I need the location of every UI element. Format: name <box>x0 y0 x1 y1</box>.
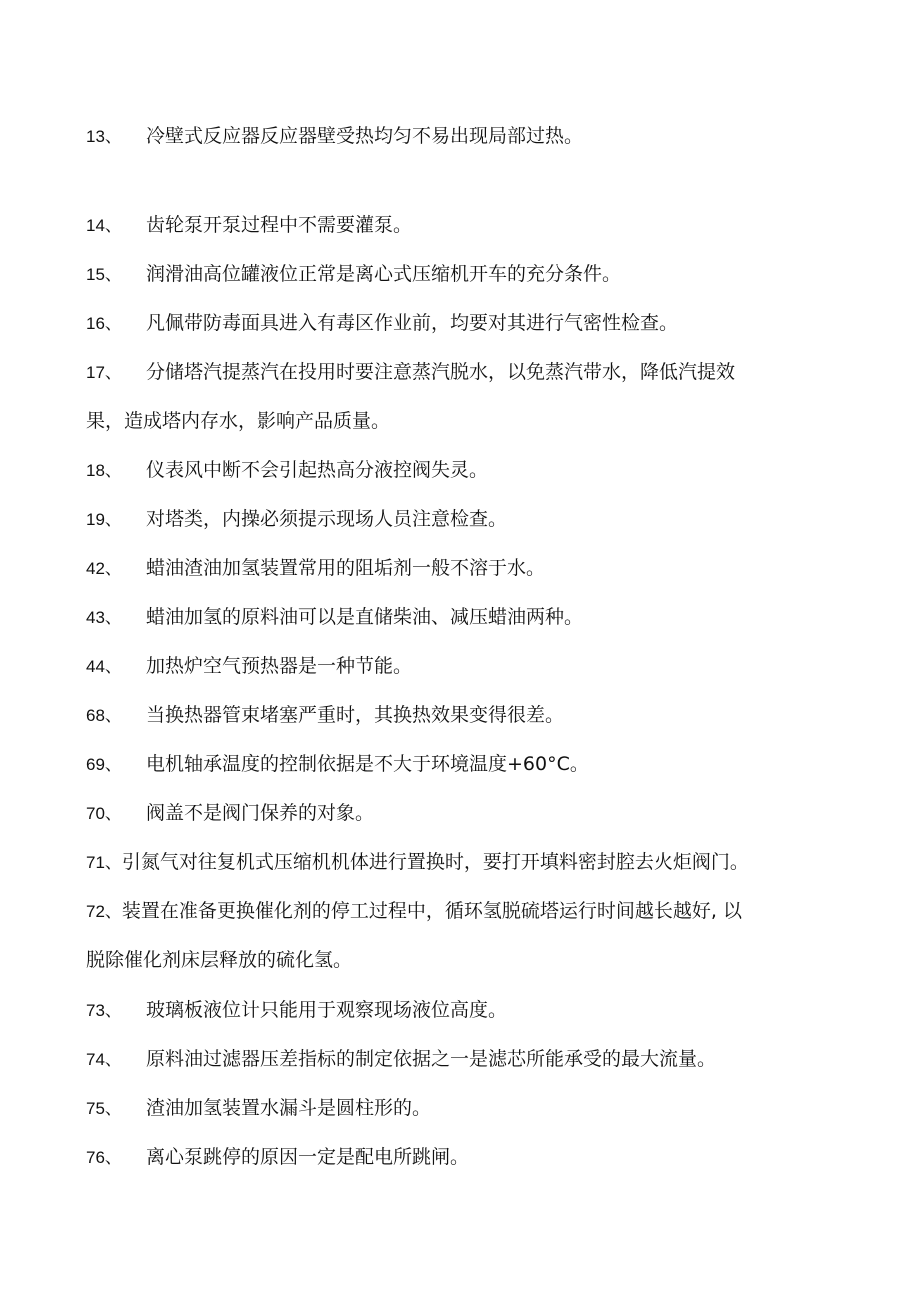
question-44 <box>86 642 846 691</box>
question-text: 装置在准备更换催化剂的停工过程中，循环氢脱硫塔运行时间越长越好, 以 <box>121 900 743 922</box>
question-13 <box>86 112 846 161</box>
question-text-continuation: 果，造成塔内存水，影响产品质量。 <box>86 410 391 432</box>
question-text: 蜡油渣油加氢装置常用的阻垢剂一般不溶于水。 <box>146 557 546 579</box>
question-number: 15、 <box>86 265 122 284</box>
question-43 <box>86 593 846 642</box>
question-text: 加热炉空气预热器是一种节能。 <box>146 655 413 677</box>
question-number: 43、 <box>86 608 122 627</box>
question-number: 17、 <box>86 363 122 382</box>
question-number: 42、 <box>86 559 122 578</box>
question-73 <box>86 986 846 1035</box>
question-number: 14、 <box>86 216 122 235</box>
question-text: 引氮气对往复机式压缩机机体进行置换时，要打开填料密封腔去火炬阀门。 <box>121 851 749 873</box>
question-text: 玻璃板液位计只能用于观察现场液位高度。 <box>146 999 508 1021</box>
question-text: 原料油过滤器压差指标的制定依据之一是滤芯所能承受的最大流量。 <box>146 1048 717 1070</box>
question-text: 当换热器管束堵塞严重时，其换热效果变得很差。 <box>146 704 565 726</box>
question-42 <box>86 544 846 593</box>
question-text: 对塔类，内操必须提示现场人员注意检查。 <box>146 508 508 530</box>
question-76 <box>86 1133 846 1182</box>
question-text: 润滑油高位罐液位正常是离心式压缩机开车的充分条件。 <box>146 263 622 285</box>
question-text: 离心泵跳停的原因一定是配电所跳闸。 <box>146 1146 470 1168</box>
question-number: 44、 <box>86 657 122 676</box>
question-68 <box>86 691 846 740</box>
question-number: 18、 <box>86 461 122 480</box>
question-19 <box>86 495 846 544</box>
question-number: 71、 <box>86 853 122 872</box>
question-71 <box>86 838 846 887</box>
question-74 <box>86 1035 846 1084</box>
question-number: 72、 <box>86 902 122 921</box>
question-text: 渣油加氢装置水漏斗是圆柱形的。 <box>146 1097 432 1119</box>
question-72-continuation <box>86 936 846 985</box>
question-text: 分储塔汽提蒸汽在投用时要注意蒸汽脱水，以免蒸汽带水，降低汽提效 <box>146 361 736 383</box>
question-15 <box>86 250 846 299</box>
question-number: 75、 <box>86 1099 122 1118</box>
question-text: 凡佩带防毒面具进入有毒区作业前，均要对其进行气密性检查。 <box>146 312 679 334</box>
question-text: 阀盖不是阀门保养的对象。 <box>146 802 375 824</box>
question-text: 齿轮泵开泵过程中不需要灌泵。 <box>146 214 413 236</box>
question-number: 73、 <box>86 1001 122 1020</box>
question-text: 电机轴承温度的控制依据是不大于环境温度+60°C。 <box>146 753 589 775</box>
question-number: 16、 <box>86 314 122 333</box>
question-16 <box>86 299 846 348</box>
question-17 <box>86 348 846 397</box>
question-70 <box>86 789 846 838</box>
question-number: 70、 <box>86 804 122 823</box>
question-text-continuation: 脱除催化剂床层释放的硫化氢。 <box>86 949 353 971</box>
question-text: 冷壁式反应器反应器壁受热均匀不易出现局部过热。 <box>146 125 584 147</box>
question-14 <box>86 201 846 250</box>
question-number: 19、 <box>86 510 122 529</box>
question-number: 76、 <box>86 1148 122 1167</box>
question-number: 74、 <box>86 1050 122 1069</box>
question-18 <box>86 446 846 495</box>
question-text: 蜡油加氢的原料油可以是直储柴油、减压蜡油两种。 <box>146 606 584 628</box>
question-72 <box>86 887 846 936</box>
question-69 <box>86 740 846 789</box>
question-17-continuation <box>86 397 846 446</box>
question-text: 仪表风中断不会引起热高分液控阀失灵。 <box>146 459 489 481</box>
question-number: 13、 <box>86 127 122 146</box>
question-number: 68、 <box>86 706 122 725</box>
question-number: 69、 <box>86 755 122 774</box>
question-75 <box>86 1084 846 1133</box>
